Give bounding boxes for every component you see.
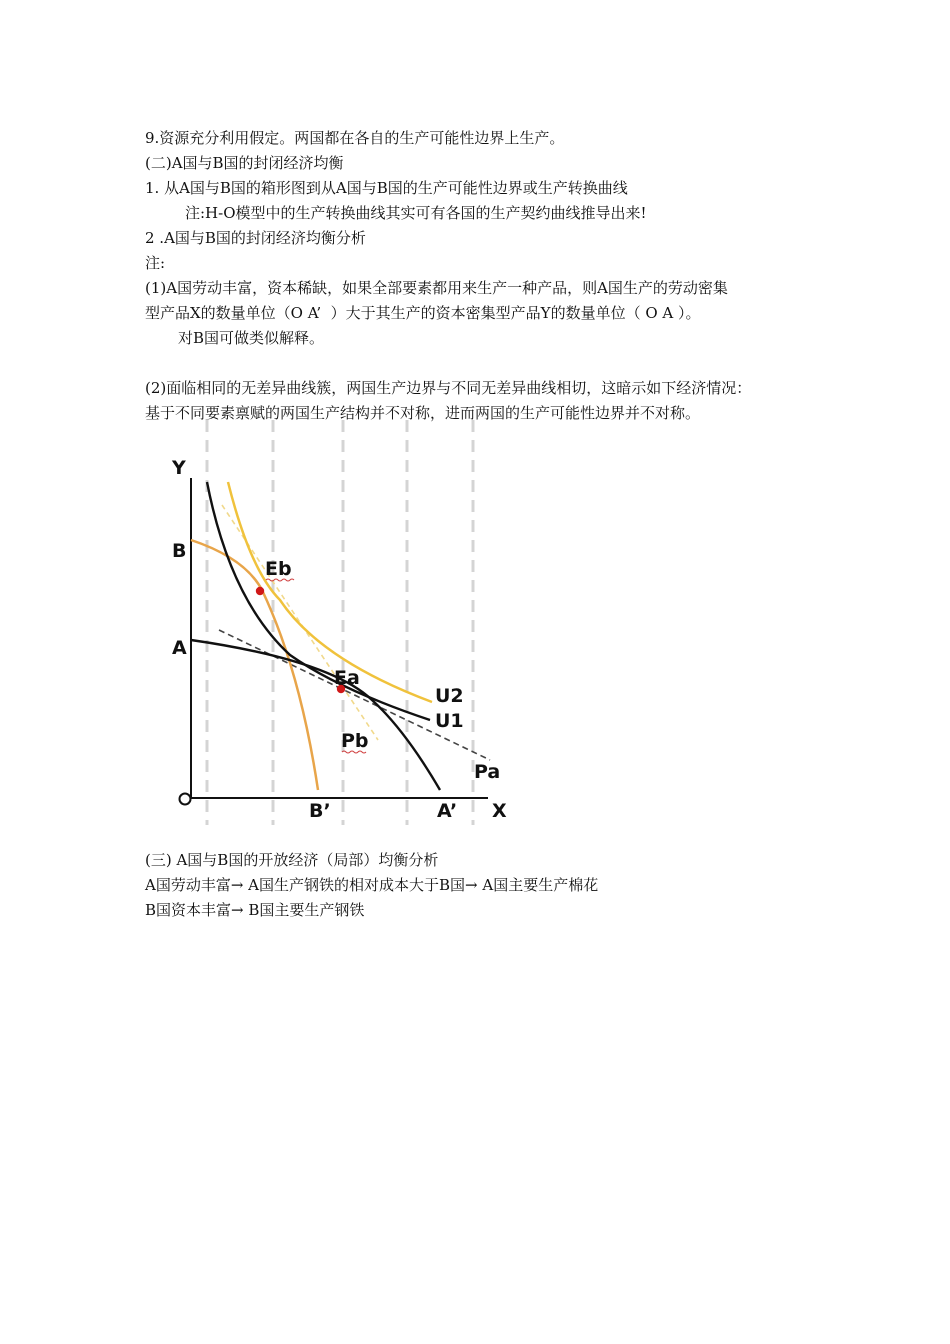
u1-label: U1	[435, 710, 464, 732]
b-country-ppf	[191, 540, 318, 790]
text-line-1: 9.资源充分利用假定。两国都在各自的生产可能性边界上生产。	[145, 129, 565, 147]
text-line-13: A国劳动丰富→ A国生产钢铁的相对成本大于B国→ A国主要生产棉花	[145, 876, 599, 894]
text-line-6: 注:	[145, 254, 166, 272]
u2-label: U2	[435, 685, 464, 707]
eb-point	[256, 587, 264, 595]
text-line-3: 1. 从A国与B国的箱形图到从A国与B国的生产可能性边界或生产转换曲线	[145, 179, 628, 197]
text-line-12: (三) A国与B国的开放经济（局部）均衡分析	[145, 851, 439, 869]
pa-label: Pa	[474, 761, 501, 783]
text-line-9: 对B国可做类似解释。	[178, 329, 325, 347]
b-intercept-label: B	[172, 540, 187, 562]
economics-diagram	[160, 420, 520, 825]
text-line-4: 注:H-O模型中的生产转换曲线其实可有各国的生产契约曲线推导出来!	[185, 204, 647, 222]
text-line-7: (1)A国劳动丰富，资本稀缺，如果全部要素都用来生产一种产品，则A国生产的劳动密集	[145, 279, 728, 297]
b-prime-label: B’	[309, 800, 331, 822]
a-intercept-label: A	[172, 637, 187, 659]
origin-marker	[180, 794, 191, 805]
y-axis-label: Y	[172, 457, 186, 479]
ea-label: Ea	[334, 667, 360, 689]
text-line-10: (2)面临相同的无差异曲线簇，两国生产边界与不同无差异曲线相切，这暗示如下经济情况：	[145, 379, 752, 397]
indifference-curve-u1	[207, 482, 430, 720]
guide-lines	[207, 420, 473, 825]
text-line-5: 2 .A国与B国的封闭经济均衡分析	[145, 229, 366, 247]
x-axis-label: X	[492, 800, 507, 822]
a-prime-label: A’	[437, 800, 458, 822]
text-line-8: 型产品X的数量单位（O A’ ）大于其生产的资本密集型产品Y的数量单位（ O A ）。	[145, 304, 701, 322]
pb-label: Pb	[341, 730, 369, 752]
eb-label: Eb	[265, 558, 292, 580]
text-line-14: B国资本丰富→ B国主要生产钢铁	[145, 901, 365, 919]
text-line-11: 基于不同要素禀赋的两国生产结构并不对称，进而两国的生产可能性边界并不对称。	[145, 404, 701, 422]
text-line-2: (二)A国与B国的封闭经济均衡	[145, 154, 344, 172]
